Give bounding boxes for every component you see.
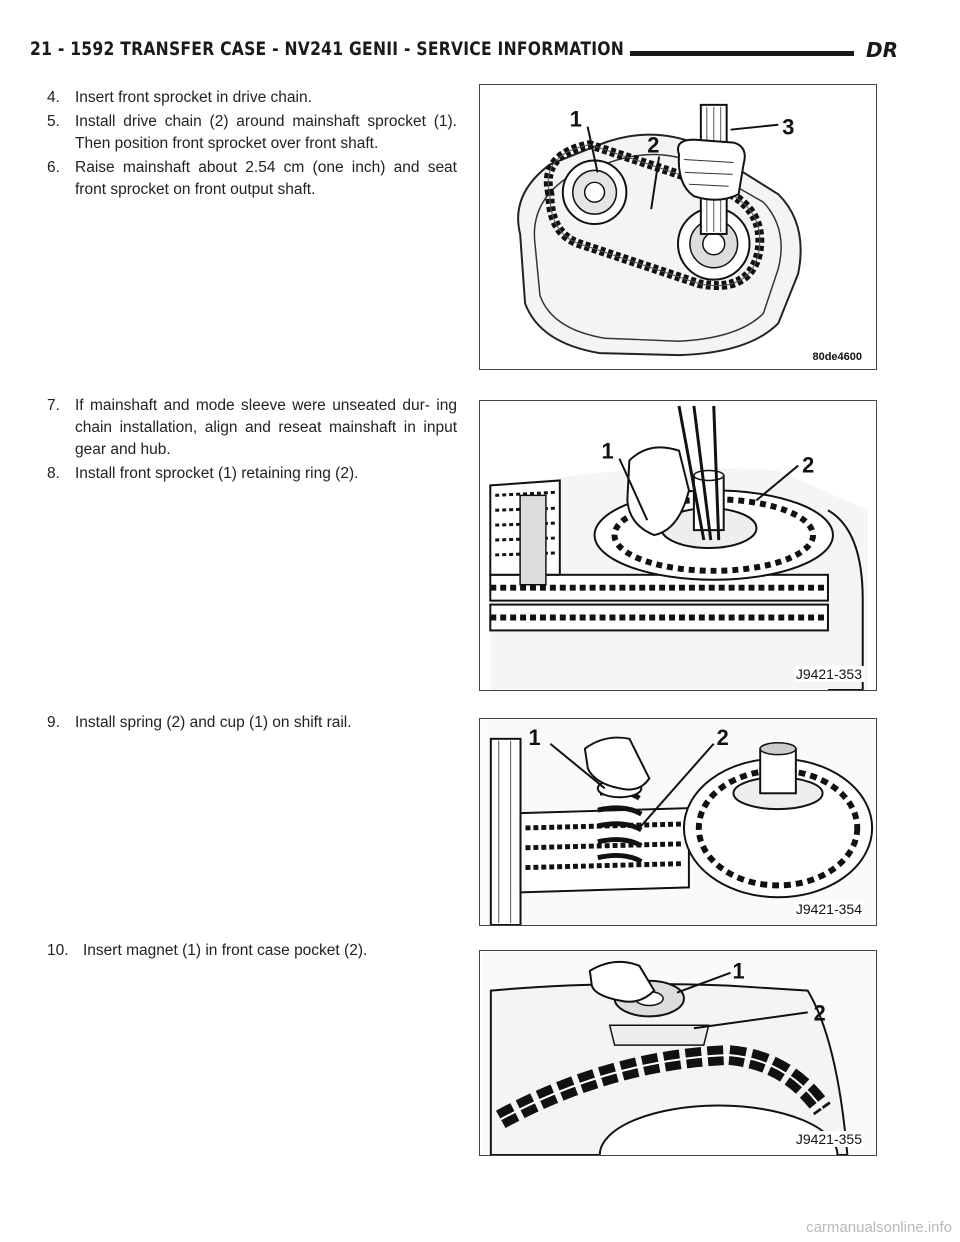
step-text: Insert front sprocket in drive chain.	[75, 89, 312, 106]
callout-2: 2	[802, 452, 815, 478]
step-text: Install front sprocket (1) retaining ring (2).	[75, 465, 359, 482]
figure-illustration	[480, 719, 876, 925]
callout-1: 1	[528, 724, 541, 750]
figure-code: J9421-355	[795, 1131, 862, 1147]
callout-3: 3	[782, 114, 795, 140]
figure-code: 80de4600	[812, 351, 862, 363]
callout-2: 2	[716, 724, 729, 750]
watermark: carmanualsonline.info	[806, 1219, 952, 1236]
callout-2: 2	[647, 132, 660, 158]
callout-2: 2	[813, 1000, 826, 1026]
figure-illustration	[480, 951, 876, 1155]
figure-spring-cup-install	[479, 718, 877, 926]
page-title: 21 - 1592 TRANSFER CASE - NV241 GENII - SERVICE INFORMATION	[30, 38, 625, 60]
step-6	[47, 157, 457, 201]
dr-logo: DR	[866, 38, 899, 62]
step-text: If mainshaft and mode sleeve were unseated dur- ing chain installation, align and reseat mainshaft in input gear and hub.	[75, 397, 457, 458]
step-8	[47, 463, 457, 485]
step-5	[47, 111, 457, 155]
step-number: 7.	[47, 397, 60, 414]
step-10	[47, 940, 457, 962]
step-number: 10.	[47, 942, 69, 959]
figure-code: J9421-354	[795, 901, 862, 917]
figure-drive-chain-install	[479, 84, 877, 370]
step-text: Install drive chain (2) around mainshaft sprocket (1). Then position front sprocket over front shaft.	[75, 113, 457, 152]
step-9	[47, 712, 457, 734]
figure-magnet-install	[479, 950, 877, 1156]
figure-illustration	[480, 401, 876, 690]
figure-illustration	[480, 85, 876, 369]
callout-1: 1	[569, 106, 582, 132]
step-number: 8.	[47, 465, 60, 482]
header-rule	[630, 51, 854, 56]
step-text: Install spring (2) and cup (1) on shift rail.	[75, 714, 352, 731]
step-number: 6.	[47, 159, 60, 176]
callout-1: 1	[732, 958, 745, 984]
step-number: 9.	[47, 714, 60, 731]
figure-retaining-ring-install	[479, 400, 877, 691]
page-header	[30, 38, 930, 68]
figure-code: J9421-353	[795, 666, 862, 682]
step-number: 5.	[47, 113, 60, 130]
step-number: 4.	[47, 89, 60, 106]
step-7	[47, 395, 457, 461]
step-text: Raise mainshaft about 2.54 cm (one inch) and seat front sprocket on front output shaft.	[75, 159, 457, 198]
step-text: Insert magnet (1) in front case pocket (2).	[83, 942, 368, 959]
callout-1: 1	[601, 438, 614, 464]
step-4	[47, 87, 457, 109]
